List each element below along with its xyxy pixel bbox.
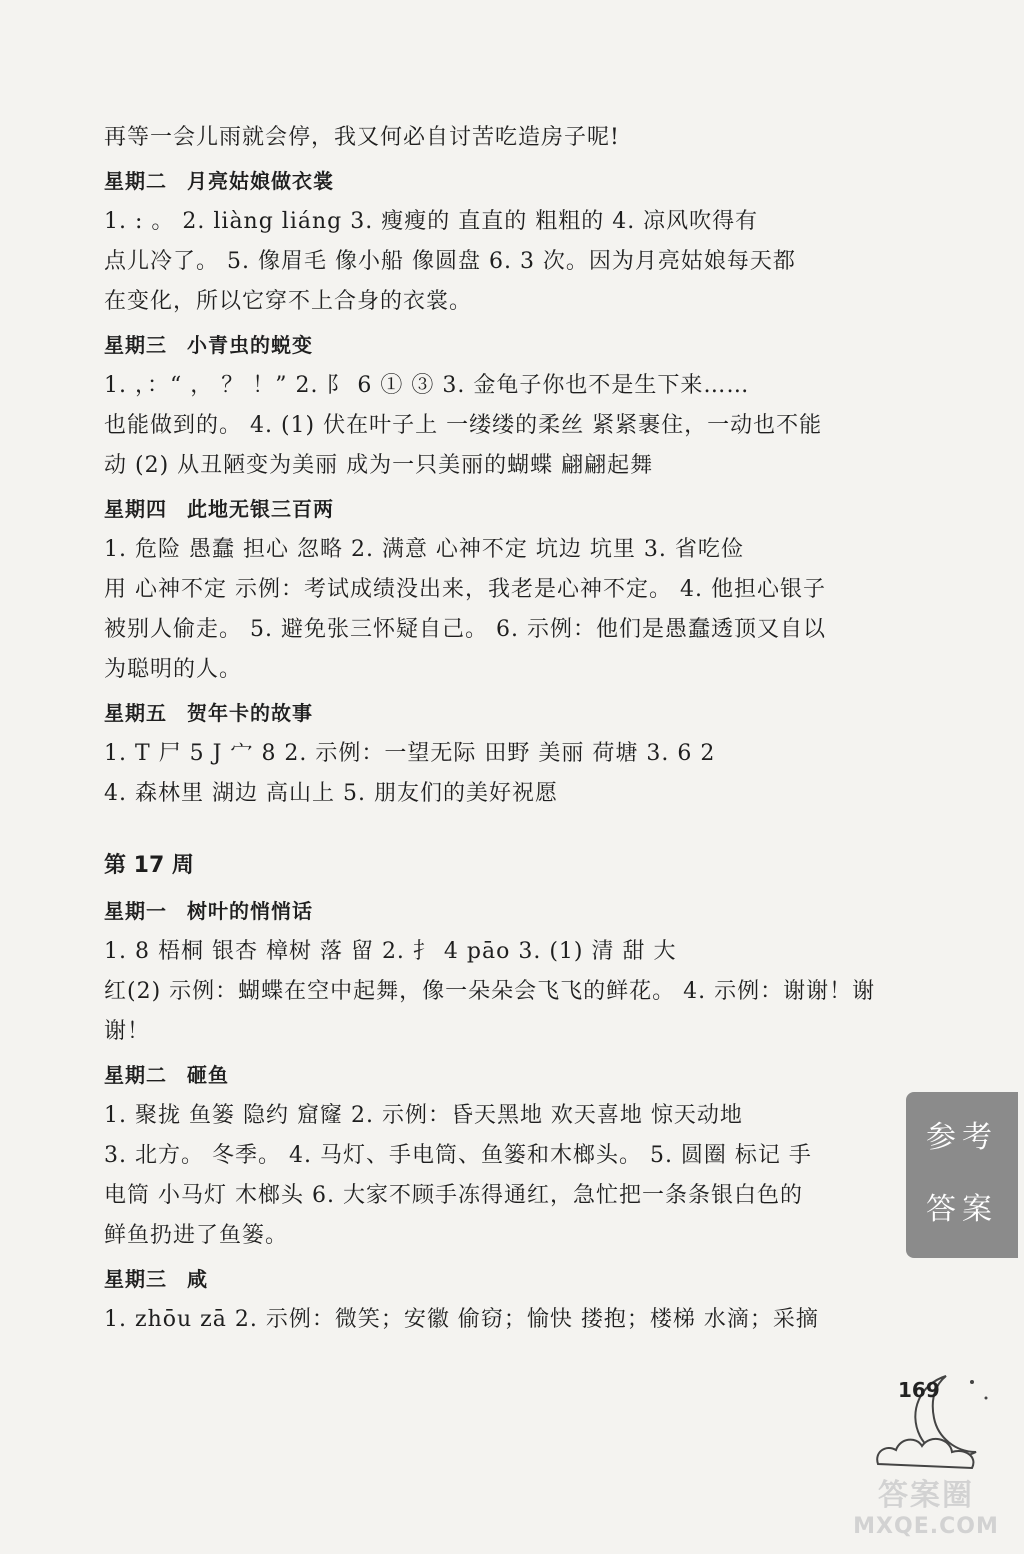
answer-line: 1. T 尸 5 J 宀 8 2. 示例：一望无际 田野 美丽 荷塘 3. 6 2 bbox=[104, 741, 716, 766]
section-heading bbox=[104, 1052, 894, 1096]
watermark-logo-text: 答案圈 bbox=[878, 1478, 974, 1513]
answer-line: 1. ，：“ ， ？ ！” 2. 阝 6 ① ③ 3. 金龟子你也不是生下来…… bbox=[104, 373, 750, 398]
section-day: 星期二 bbox=[104, 169, 167, 193]
section-heading bbox=[104, 486, 894, 530]
section-monday-leaves bbox=[104, 888, 894, 1052]
intro-line: 再等一会儿雨就会停，我又何必自讨苦吃造房子呢! bbox=[104, 125, 620, 150]
section-heading bbox=[104, 1256, 894, 1300]
answer-line: 红(2) 示例：蝴蝶在空中起舞，像一朵朵会飞飞的鲜花。 4. 示例：谢谢！谢 bbox=[104, 979, 876, 1004]
answer-line: 动 (2) 从丑陋变为美丽 成为一只美丽的蝴蝶 翩翩起舞 bbox=[104, 453, 654, 478]
section-heading bbox=[104, 158, 894, 202]
answer-line: 3. 北方。 冬季。 4. 马灯、手电筒、鱼篓和木榔头。 5. 圆圈 标记 手 bbox=[104, 1143, 812, 1168]
section-day: 星期二 bbox=[104, 1063, 167, 1087]
section-title: 此地无银三百两 bbox=[187, 497, 334, 521]
answer-line: 鲜鱼扔进了鱼篓。 bbox=[104, 1223, 289, 1248]
section-tuesday-moon bbox=[104, 158, 894, 322]
section-title: 小青虫的蜕变 bbox=[187, 333, 313, 357]
section-title: 砸鱼 bbox=[187, 1063, 229, 1087]
week-title: 第 17 周 bbox=[104, 853, 194, 878]
side-tab-label: 参考答案 bbox=[926, 1120, 998, 1227]
section-title: 月亮姑娘做衣裳 bbox=[187, 169, 334, 193]
section-day: 星期三 bbox=[104, 333, 167, 357]
section-heading bbox=[104, 690, 894, 734]
answer-line: 谢！ bbox=[104, 1019, 151, 1044]
section-heading bbox=[104, 322, 894, 366]
answer-line: 1. 聚拢 鱼篓 隐约 窟窿 2. 示例：昏天黑地 欢天喜地 惊天动地 bbox=[104, 1103, 743, 1128]
watermark-url: MXQE.COM bbox=[853, 1514, 999, 1539]
section-wednesday-salty bbox=[104, 1256, 894, 1340]
section-day: 星期一 bbox=[104, 899, 167, 923]
answer-line: 1. 8 梧桐 银杏 樟树 落 留 2. 扌 4 pāo 3. (1) 清 甜 大 bbox=[104, 939, 677, 964]
section-thursday-silver bbox=[104, 486, 894, 690]
answer-content bbox=[104, 118, 894, 1340]
answer-line: 电筒 小马灯 木榔头 6. 大家不顾手冻得通红，急忙把一条条银白色的 bbox=[104, 1183, 803, 1208]
section-heading bbox=[104, 888, 894, 932]
answer-line: 为聪明的人。 bbox=[104, 657, 243, 682]
answer-line: 在变化，所以它穿不上合身的衣裳。 bbox=[104, 289, 473, 314]
answer-line: 点儿冷了。 5. 像眉毛 像小船 像圆盘 6. 3 次。因为月亮姑娘每天都 bbox=[104, 249, 796, 274]
answer-line: 用 心神不定 示例：考试成绩没出来，我老是心神不定。 4. 他担心银子 bbox=[104, 577, 826, 602]
answer-line: 被别人偷走。 5. 避免张三怀疑自己。 6. 示例：他们是愚蠢透顶又自以 bbox=[104, 617, 826, 642]
section-title: 树叶的悄悄话 bbox=[187, 899, 313, 923]
section-day: 星期四 bbox=[104, 497, 167, 521]
section-title: 贺年卡的故事 bbox=[187, 701, 313, 725]
section-friday-card bbox=[104, 690, 894, 814]
section-title: 咸 bbox=[187, 1267, 208, 1291]
section-tuesday-fish bbox=[104, 1052, 894, 1256]
page-number: 169 bbox=[898, 1378, 940, 1402]
answer-line: 1. : 。 2. liàng liáng 3. 瘦瘦的 直直的 粗粗的 4. 凉风吹得有 bbox=[104, 209, 759, 234]
section-wednesday-caterpillar bbox=[104, 322, 894, 486]
section-day: 星期三 bbox=[104, 1267, 167, 1291]
answer-line: 1. 危险 愚蠢 担心 忽略 2. 满意 心神不定 坑边 坑里 3. 省吃俭 bbox=[104, 537, 744, 562]
answer-key-side-tab bbox=[906, 1092, 1018, 1258]
watermark bbox=[836, 1478, 1016, 1540]
answer-line: 也能做到的。 4. (1) 伏在叶子上 一缕缕的柔丝 紧紧裹住，一动也不能 bbox=[104, 413, 823, 438]
answer-line: 1. zhōu zā 2. 示例：微笑；安徽 偷窃；愉快 搂抱；楼梯 水滴；采摘 bbox=[104, 1307, 819, 1332]
section-day: 星期五 bbox=[104, 701, 167, 725]
answer-line: 4. 森林里 湖边 高山上 5. 朋友们的美好祝愿 bbox=[104, 781, 558, 806]
